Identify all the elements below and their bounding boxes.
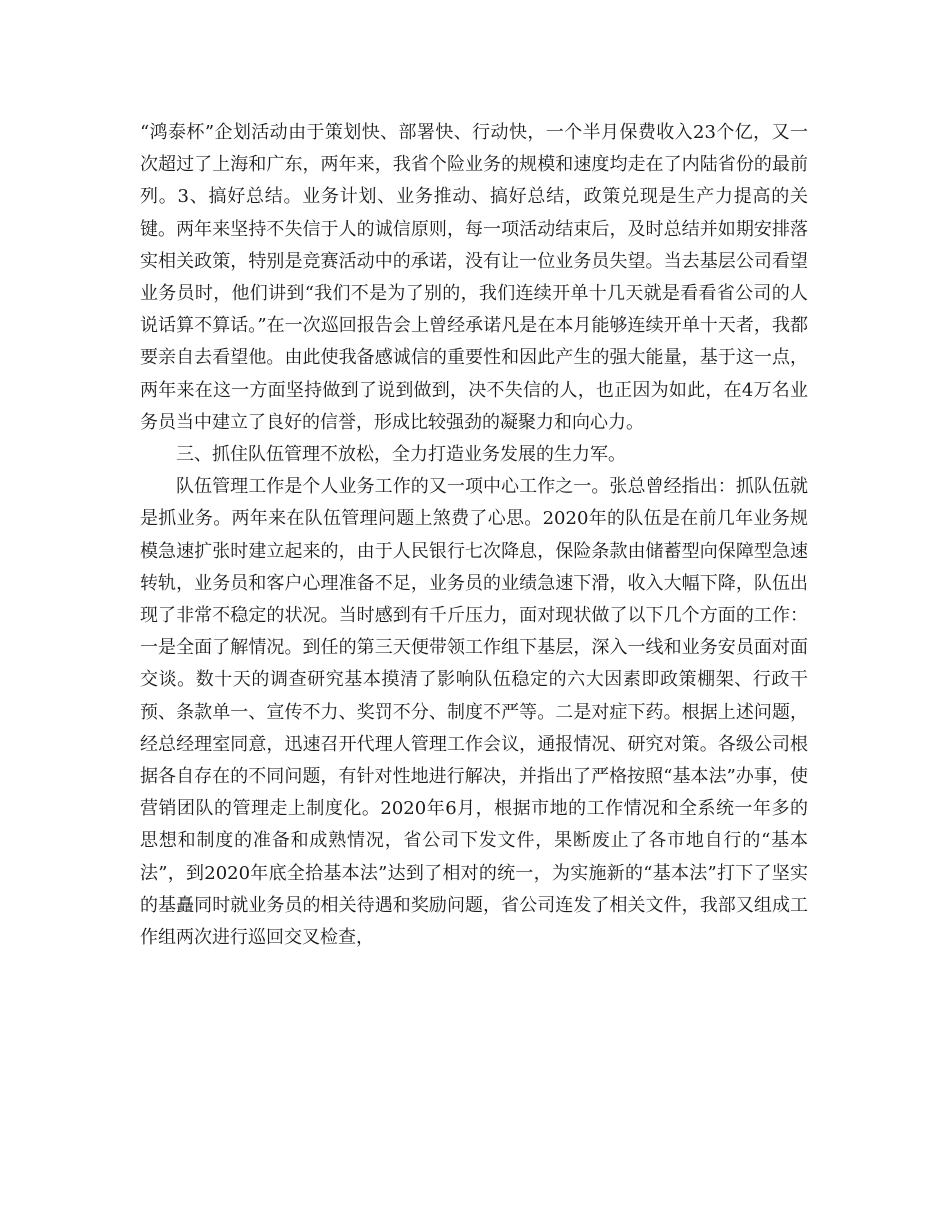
paragraph-team-management: 队伍管理工作是个人业务工作的又一项中心工作之一。张总曾经指出：抓队伍就是抓业务。两年来在队伍管理问题上煞费了心思。2020年的队伍是在前几年业务规模急速扩张时建立起来的，由于人民银行七次降息，保险条款由储蓄型向保障型急速转轨，业务员和客户心理准备不足，业务员的业绩急速下滑，收入大幅下降，队伍出现了非常不稳定的状况。当时感到有千斤压力，面对现状做了以下几个方面的工作：一是全面了解情况。到任的第三天便带领工作组下基层，深入一线和业务安员面对面交谈。数十天的调查研究基本摸清了影响队伍稳定的六大因素即政策棚架、行政干预、条款单一、宣传不力、奖罚不分、制度不严等。二是对症下药。根据上述问题，经总经理室同意，迅速召开代理人管理工作会议，通报情况、研究对策。各级公司根据各自存在的不同问题，有针对性地进行解决，并指出了严格按照“基本法”办事，使营销团队的管理走上制度化。2020年6月，根据市地的工作情况和全系统一年多的思想和制度的准备和成熟情况，省公司下发文件，果断废止了各市地自行的“基本法”，到2020年底全拾基本法”达到了相对的统一，为实施新的“基本法”打下了坚实的基矗同时就业务员的相关待遇和奖励问题，省公司连发了相关文件，我部又组成工作组两次进行巡回交叉检查， — [140, 476, 808, 949]
document-body — [140, 117, 808, 954]
paragraph-summary-integrity: “鸿泰杯”企划活动由于策划快、部署快、行动快，一个半月保费收入23个亿，又一次超过了上海和广东，两年来，我省个险业务的规模和速度均走在了内陆省份的最前列。3、搞好总结。业务计划、业务推动、搞好总结，政策兑现是生产力提高的关键。两年来坚持不失信于人的诚信原则，每一项活动结束后，及时总结并如期安排落实相关政策，特别是竞赛活动中的承诺，没有让一位业务员失望。当去基层公司看望业务员时，他们讲到“我们不是为了别的，我们连续开单十几天就是看看省公司的人说话算不算话。”在一次巡回报告会上曾经承诺凡是在本月能够连续开单十天者，我都要亲自去看望他。由此使我备感诚信的重要性和因此产生的强大能量，基于这一点，两年来在这一方面坚持做到了说到做到，决不失信的人，也正因为如此，在4万名业务员当中建立了良好的信誉，形成比较强劲的凝聚力和向心力。 — [140, 122, 808, 433]
section-heading-team-management: 三、抓住队伍管理不放松，全力打造业务发展的生力军。 — [176, 444, 626, 466]
